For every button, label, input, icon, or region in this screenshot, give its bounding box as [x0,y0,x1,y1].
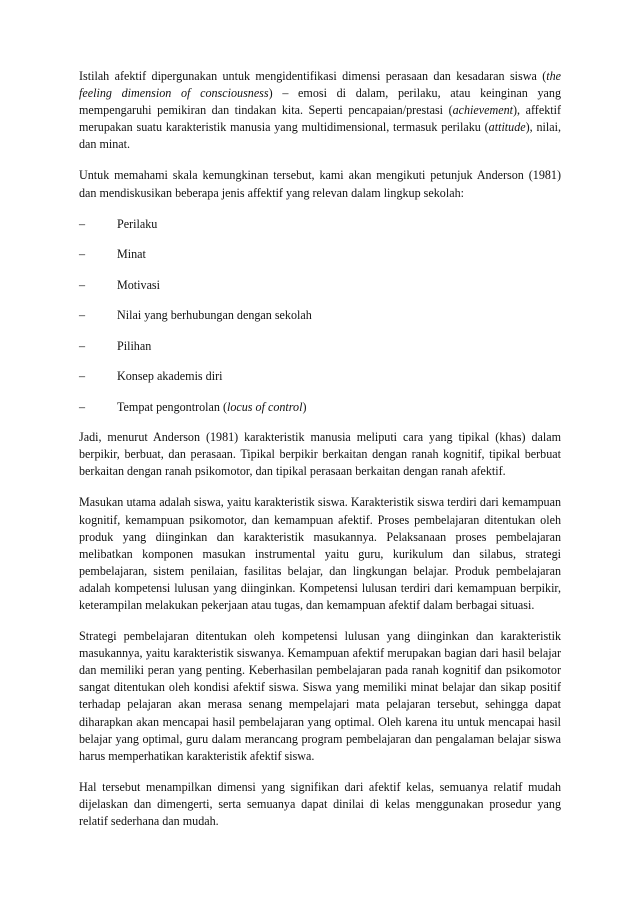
paragraph-3: Jadi, menurut Anderson (1981) karakteristik manusia meliputi cara yang tipikal (khas) dalam berpikir, berbuat, dan perasaan. Tipikal berpikir berkaitan dengan ranah kognitif, tipikal berbuat berkaitan dengan ranah psikomotor, dan tipikal perasaan berkaitan dengan ranah afektif. [79,430,561,479]
affective-types-list [79,216,561,416]
p1-italic-achievement: achievement [452,103,514,118]
paragraph-1 [79,68,561,153]
dash-bullet: – [79,308,86,323]
list-item-text: Perilaku [117,216,158,231]
paragraph-5: Strategi pembelajaran ditentukan oleh kompetensi lulusan yang diinginkan dan karakteristik masukannya, yaitu karakteristik siswanya. Kemampuan afektif merupakan bagian dari hasil belajar dan memiliki peran yang penting. Keberhasilan pembelajaran pada ranah kognitif dan psikomotor sangat ditentukan oleh kondisi afektif siswa. Siswa yang memiliki minat belajar dan sikap positif terhadap pelajaran akan merasa senang mempelajari mata pelajaran tersebut, sehingga dapat diharapkan akan mencapai hasil pembelajaran yang optimal. Oleh karena itu untuk mencapai hasil belajar yang optimal, guru dalam merancang program pembelajaran dan pengalaman belajar siswa harus memperhatikan karakteristik afektif siswa. [79,629,561,763]
list-item [79,246,561,263]
p1-text-b: ) – emosi di dalam, perilaku, atau keinginan yang mempengaruhi pemikiran dan tindakan kita. Seperti pencapaian/prestasi ( [79,86,561,118]
list-item-text: Motivasi [117,277,161,292]
dash-bullet: – [79,369,86,384]
list-item-text: Konsep akademis diri [117,369,223,384]
paragraph-6: Hal tersebut menampilkan dimensi yang signifikan dari afektif kelas, semuanya relatif mudah dijelaskan dan dimengerti, serta semuanya dapat dinilai di kelas menggunakan prosedur yang relatif sederhana dan mudah. [79,779,561,829]
p1-italic-attitude: attitude [488,120,526,135]
dash-bullet: – [79,247,86,262]
list-item [79,307,561,324]
list-item [79,216,561,233]
dash-bullet: – [79,277,86,292]
paragraph-4: Masukan utama adalah siswa, yaitu karakteristik siswa. Karakteristik siswa terdiri dari kemampuan kognitif, kemampuan psikomotor, dan kemampuan afektif. Proses pembelajaran ditentukan oleh produk yang diinginkan dan karakteristik masukannya. Pelaksanaan proses pembelajaran melibatkan komponen masukan instrumental yaitu guru, kurikulum dan silabus, strategi pembelajaran, sistem penilaian, fasilitas belajar, dan lingkungan belajar. Produk pembelajaran adalah kompetensi lulusan yang diinginkan. Kompetensi lulusan terdiri dari kemampuan berpikir, keterampilan melakukan pekerjaan atau tugas, dan kemampuan afektif dalam berbagai situasi. [79,495,561,612]
list-item-text: Nilai yang berhubungan dengan sekolah [117,308,312,323]
dash-bullet: – [79,399,86,414]
p1-italic-feeling: the feeling dimension of consciousness [79,69,561,101]
p1-text-a: Istilah afektif dipergunakan untuk mengidentifikasi dimensi perasaan dan kesadaran siswa ( [79,69,547,83]
p1-text-d: ), nilai, dan minat. [79,120,562,152]
list-item [79,368,561,385]
list-item-text: Pilihan [117,338,152,353]
list-item [79,277,561,294]
list-item [79,338,561,355]
paragraph-2: Untuk memahami skala kemungkinan tersebut, kami akan mengikuti petunjuk Anderson (1981) dan mendiskusikan beberapa jenis affektif yang relevan dalam lingkup sekolah: [79,168,561,200]
list-item-text-main: Tempat pengontrolan ( [117,399,227,414]
dash-bullet: – [79,216,86,231]
list-item-italic-locus: locus of control [226,399,303,414]
dash-bullet: – [79,338,86,353]
p1-text-c: ), affektif merupakan suatu karakteristik manusia yang multidimensional, termasuk perilaku ( [79,103,561,135]
document-page [79,68,561,844]
list-item [79,399,561,416]
list-item-text [117,399,306,416]
list-item-text: Minat [117,247,146,262]
list-item-text-close: ) [302,399,307,414]
